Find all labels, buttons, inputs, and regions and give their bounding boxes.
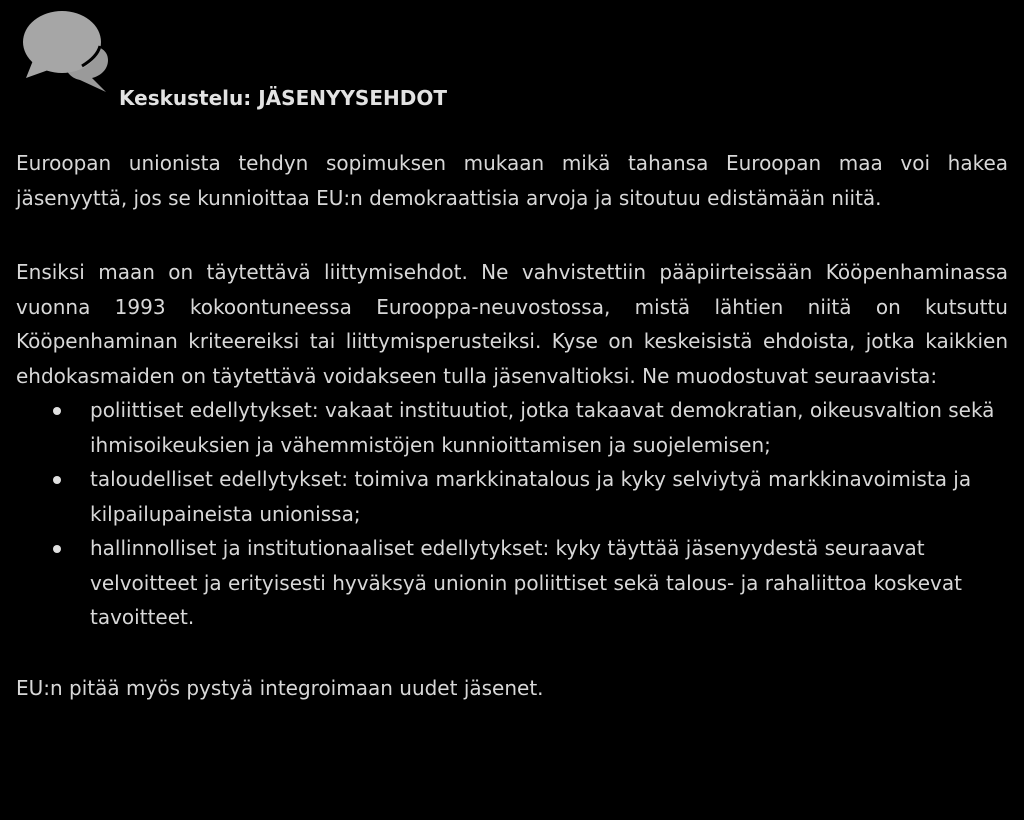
paragraph-integration: EU:n pitää myös pystyä integroimaan uudet jäsenet. <box>16 675 544 700</box>
document-body <box>16 146 1008 705</box>
list-item-text: hallinnolliset ja institutionaaliset edellytykset: kyky täyttää jäsenyydestä seuraavat velvoitteet ja erityisesti hyväksyä unionin poliittiset sekä talous- ja rahaliittoa koskevat tavoitteet. <box>90 536 962 629</box>
header <box>22 8 1002 113</box>
list-item-text: taloudelliset edellytykset: toimiva markkinatalous ja kyky selviytyä markkinavoimista ja kilpailupaineista unionissa; <box>90 467 972 526</box>
list-item-text: poliittiset edellytykset: vakaat instituutiot, jotka takaavat demokratian, oikeusvaltion sekä ihmisoikeuksien ja vähemmistöjen kunnioittamisen ja suojelemisen; <box>90 398 995 457</box>
bullet-icon <box>53 407 61 415</box>
list-item <box>90 531 1008 635</box>
paragraph-intro: Euroopan unionista tehdyn sopimuksen mukaan mikä tahansa Euroopan maa voi hakea jäsenyyttä, jos se kunnioittaa EU:n demokraattisia arvoja ja sitoutuu edistämään niitä. <box>16 151 1008 210</box>
paragraph-criteria: Ensiksi maan on täytettävä liittymisehdot. Ne vahvistettiin pääpiirteissään Kööpenhaminassa vuonna 1993 kokoontuneessa Eurooppa-neuvostossa, mistä lähtien niitä on kutsuttu Kööpenhaminan kriteereiksi tai liittymisperusteiksi. Kyse on keskeisistä ehdoista, jotka kaikkien ehdokasmaiden on täytettävä voidakseen tulla jäsenvaltioksi. Ne muodostuvat seuraavista: <box>16 260 1008 388</box>
speech-bubbles-icon <box>22 8 114 98</box>
bullet-icon <box>53 476 61 484</box>
bullet-icon <box>53 545 61 553</box>
page-title: Keskustelu: JÄSENYYSEHDOT <box>119 86 447 110</box>
criteria-list <box>16 393 1008 635</box>
list-item <box>90 462 1008 531</box>
list-item <box>90 393 1008 462</box>
